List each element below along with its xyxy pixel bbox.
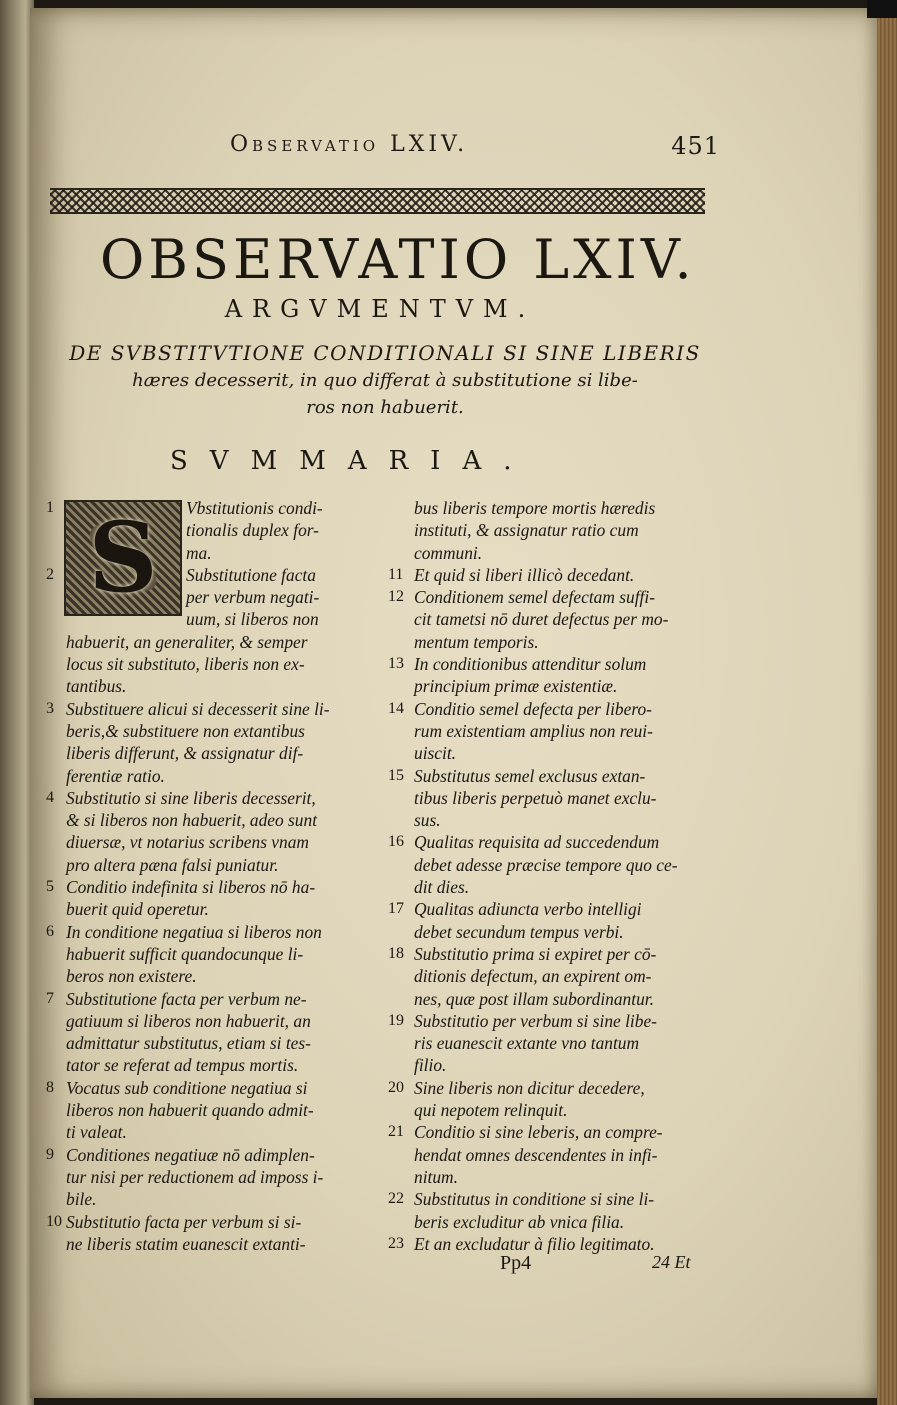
- summary-line: [46, 988, 366, 1010]
- ornamental-band: [50, 188, 705, 214]
- item-number: 15: [388, 766, 404, 784]
- summary-text: sus.: [414, 810, 441, 831]
- summary-line: [46, 675, 366, 697]
- summary-line: [46, 787, 366, 809]
- summary-line: [388, 564, 718, 586]
- main-title: OBSERVATIO LXIV.: [100, 228, 696, 291]
- catchword: 24 Et: [652, 1252, 691, 1272]
- summary-line: [46, 876, 366, 898]
- summary-line: [46, 1099, 366, 1121]
- summary-text: Substitutio prima si expiret per cō-: [414, 943, 657, 964]
- summary-line: [388, 988, 718, 1010]
- summary-line: [388, 1054, 718, 1076]
- summary-text: beris excluditur ab vnica filia.: [414, 1211, 625, 1232]
- running-head-title: Observatio LXIV.: [230, 132, 469, 157]
- summary-line: [46, 943, 366, 965]
- summary-line: [388, 608, 718, 630]
- item-number: 9: [46, 1145, 54, 1163]
- summary-line: [388, 765, 718, 787]
- summary-line: [46, 1032, 366, 1054]
- summary-text: ma.: [186, 542, 212, 563]
- subtitle-line-1: DE SVBSTITVTIONE CONDITIONALI SI SINE LIBERIS: [69, 341, 701, 365]
- summary-line: [46, 608, 366, 630]
- summary-text: & si liberos non habuerit, adeo sunt: [66, 810, 318, 831]
- summary-text: Substitutus semel exclusus extan-: [414, 765, 646, 786]
- item-number: 23: [388, 1234, 404, 1252]
- item-number: 16: [388, 833, 404, 851]
- summary-text: debet secundum tempus verbi.: [414, 921, 624, 942]
- item-number: 22: [388, 1190, 404, 1208]
- summary-text: Substitutus in conditione si sine li-: [414, 1189, 655, 1210]
- subtitle-line-3: ros non habuerit.: [306, 397, 464, 418]
- summary-text: qui nepotem relinquit.: [414, 1100, 568, 1121]
- summary-line: [388, 720, 718, 742]
- summary-text: diuersæ, vt notarius scribens vnam: [66, 832, 309, 853]
- summary-text: rum existentiam amplius non reui-: [414, 720, 653, 741]
- summary-text: ne liberis statim euanescit extanti-: [66, 1233, 306, 1254]
- initial-letter: S: [88, 501, 158, 614]
- item-number: 12: [388, 588, 404, 606]
- summary-text: Conditionem semel defectam suffi-: [414, 587, 656, 608]
- summary-text: ti valeat.: [66, 1122, 127, 1143]
- summary-line: [388, 1077, 718, 1099]
- item-number: 1: [46, 499, 54, 516]
- summary-text: hendat omnes descendentes in infi-: [414, 1144, 658, 1165]
- summary-line: [46, 965, 366, 987]
- summary-column-right: [388, 497, 718, 1255]
- item-number: 20: [388, 1078, 404, 1096]
- summary-text: liberis differunt, & assignatur dif-: [66, 743, 304, 764]
- summary-line: [388, 831, 718, 853]
- summary-line: [388, 519, 718, 541]
- summary-text: filio.: [414, 1055, 447, 1076]
- summary-text: dit dies.: [414, 877, 470, 898]
- summary-line: [46, 631, 366, 653]
- summary-line: [388, 1032, 718, 1054]
- summary-text: Et quid si liberi illicò decedant.: [414, 564, 635, 585]
- running-head: [230, 132, 720, 168]
- summary-line: [388, 965, 718, 987]
- summary-text: Conditio si sine leberis, an compre-: [414, 1122, 663, 1143]
- summary-text: In conditionibus attenditur solum: [414, 654, 647, 675]
- summary-text: liberos non habuerit quando admit-: [66, 1100, 314, 1121]
- summary-line: [388, 742, 718, 764]
- signature-mark: Pp4: [500, 1252, 532, 1274]
- summary-line: [46, 720, 366, 742]
- summary-text: habuerit sufficit quandocunque li-: [66, 943, 304, 964]
- summary-line: [46, 1121, 366, 1143]
- summary-text: Conditiones negatiuæ nō adimplen-: [66, 1144, 315, 1165]
- summary-text: uiscit.: [414, 743, 457, 764]
- summary-line: [46, 831, 366, 853]
- summary-line: [388, 1188, 718, 1210]
- item-number: 13: [388, 655, 404, 673]
- summary-line: [46, 542, 366, 564]
- summary-text: bile.: [66, 1189, 97, 1210]
- summary-line: [46, 1054, 366, 1076]
- summary-text: instituti, & assignatur ratio cum: [414, 520, 639, 541]
- summary-text: ferentiæ ratio.: [66, 765, 165, 786]
- summary-line: [388, 586, 718, 608]
- summary-line: [46, 1010, 366, 1032]
- summary-text: Substitutio facta per verbum si si-: [66, 1211, 302, 1232]
- summary-text: ris euanescit extante vno tantum: [414, 1033, 640, 1054]
- subtitle-line-2: hæres decesserit, in quo differat à substitutione si libe-: [132, 370, 638, 391]
- summary-line: [46, 742, 366, 764]
- summary-line: [46, 854, 366, 876]
- summary-line: [46, 653, 366, 675]
- summary-text: bus liberis tempore mortis hæredis: [414, 498, 656, 518]
- summary-text: Qualitas requisita ad succedendum: [414, 832, 660, 853]
- summary-line: [388, 675, 718, 697]
- summary-line: [388, 1166, 718, 1188]
- summary-text: tionalis duplex for-: [186, 520, 319, 541]
- summary-column-left: [46, 497, 366, 1255]
- summary-line: [388, 1144, 718, 1166]
- summary-text: mentum temporis.: [414, 631, 539, 652]
- summary-line: [388, 1121, 718, 1143]
- summary-text: nes, quæ post illam subordinantur.: [414, 988, 654, 1009]
- summary-line: [46, 698, 366, 720]
- summary-line: [46, 1077, 366, 1099]
- summary-text: admittatur substitutus, etiam si tes-: [66, 1033, 311, 1054]
- summary-text: ditionis defectum, an expirent om-: [414, 966, 652, 987]
- item-number: 10: [46, 1212, 62, 1230]
- page-edges-right: [877, 0, 897, 1405]
- summary-line: [388, 943, 718, 965]
- summary-text: tator se referat ad tempus mortis.: [66, 1055, 299, 1076]
- summary-text: Qualitas adiuncta verbo intelligi: [414, 899, 642, 920]
- summary-text: per verbum negati-: [186, 587, 320, 608]
- summary-text: Vocatus sub conditione negatiua si: [66, 1077, 308, 1098]
- item-number: 2: [46, 565, 54, 583]
- summary-text: tur nisi per reductionem ad imposs i-: [66, 1166, 324, 1187]
- item-number: 17: [388, 900, 404, 918]
- item-number: 6: [46, 922, 54, 940]
- summary-line: [388, 698, 718, 720]
- summary-line: [388, 854, 718, 876]
- summary-text: Substitutione facta: [186, 564, 316, 585]
- summary-text: nitum.: [414, 1166, 458, 1187]
- summary-line: [388, 876, 718, 898]
- summary-line: [46, 921, 366, 943]
- summary-text: debet adesse præcise tempore quo ce-: [414, 854, 678, 875]
- summary-line: [388, 921, 718, 943]
- summary-line: [46, 898, 366, 920]
- summary-text: beros non existere.: [66, 966, 197, 987]
- summary-text: principium primæ existentiæ.: [414, 676, 618, 697]
- summary-text: beris,& substituere non extantibus: [66, 720, 305, 741]
- summary-line: [46, 809, 366, 831]
- summary-line: [46, 1188, 366, 1210]
- summary-text: Substitutio si sine liberis decesserit,: [66, 787, 316, 808]
- summary-text: cit tametsi nō duret defectus per mo-: [414, 609, 669, 630]
- left-page-edge: [0, 0, 34, 1405]
- item-number: 18: [388, 944, 404, 962]
- summary-line: [388, 1211, 718, 1233]
- summary-line: [388, 1010, 718, 1032]
- summary-line: [46, 1211, 366, 1233]
- summary-line: [388, 787, 718, 809]
- item-number: 4: [46, 788, 54, 806]
- summary-text: communi.: [414, 542, 483, 563]
- argumentum-heading: ARGVMENTVM.: [224, 295, 536, 323]
- summary-line: [46, 1144, 366, 1166]
- summary-line: [46, 765, 366, 787]
- item-number: 14: [388, 699, 404, 717]
- summary-text: In conditione negatiua si liberos non: [66, 921, 322, 942]
- summary-line: [388, 809, 718, 831]
- summary-text: tantibus.: [66, 676, 127, 697]
- summary-text: buerit quid operetur.: [66, 899, 209, 920]
- page-number: 451: [671, 132, 720, 160]
- summary-text: Conditio semel defecta per libero-: [414, 698, 652, 719]
- summary-text: gatiuum si liberos non habuerit, an: [66, 1010, 311, 1031]
- summary-text: Sine liberis non dicitur decedere,: [414, 1077, 645, 1098]
- item-number: 5: [46, 878, 54, 896]
- summary-line: [388, 497, 718, 519]
- summary-text: Conditio indefinita si liberos nō ha-: [66, 877, 316, 898]
- summary-line: [388, 653, 718, 675]
- summary-text: Vbstitutionis condi-: [186, 498, 323, 518]
- summary-line: [46, 586, 366, 608]
- item-number: 3: [46, 699, 54, 717]
- summary-line: [388, 898, 718, 920]
- summary-line: [388, 631, 718, 653]
- summary-line: [46, 564, 366, 586]
- summary-line: [388, 1099, 718, 1121]
- summary-text: pro altera pæna falsi puniatur.: [66, 854, 279, 875]
- summary-line: [46, 519, 366, 541]
- summary-text: Substitutione facta per verbum ne-: [66, 988, 307, 1009]
- corner-shadow: [867, 0, 897, 18]
- item-number: 21: [388, 1123, 404, 1141]
- summary-text: Substituere alicui si decesserit sine li-: [66, 698, 330, 719]
- item-number: 11: [388, 565, 404, 583]
- summaria-heading: SVMMARIA.: [170, 446, 534, 476]
- item-number: 19: [388, 1011, 404, 1029]
- summary-text: Substitutio per verbum si sine libe-: [414, 1010, 657, 1031]
- summary-text: uum, si liberos non: [186, 609, 319, 630]
- summary-line: [388, 542, 718, 564]
- item-number: 8: [46, 1078, 54, 1096]
- subtitle: [50, 340, 720, 421]
- summary-text: tibus liberis perpetuò manet exclu-: [414, 787, 657, 808]
- summary-line: [46, 1233, 366, 1255]
- summary-text: habuerit, an generaliter, & semper: [66, 631, 308, 652]
- summary-text: locus sit substituto, liberis non ex-: [66, 654, 305, 675]
- summary-text: Et an excludatur à filio legitimato.: [414, 1233, 655, 1254]
- item-number: 7: [46, 989, 54, 1007]
- summary-line: [46, 497, 366, 519]
- summary-line: [46, 1166, 366, 1188]
